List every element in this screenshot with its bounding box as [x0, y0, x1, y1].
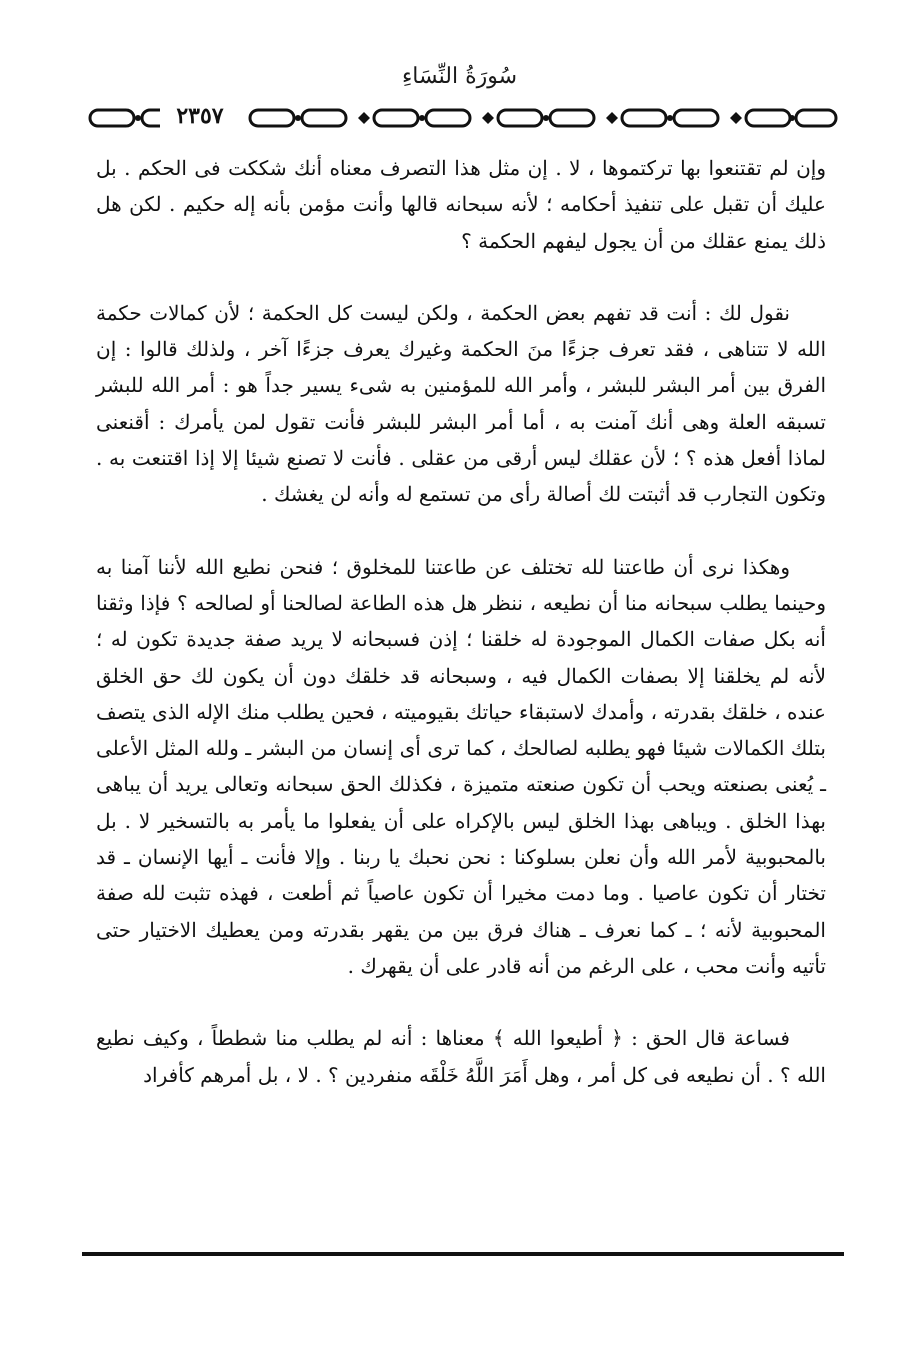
paragraph-4: فساعة قال الحق : ﴿ أطيعوا الله ﴾ معناها : أنه لم يطلب منا شططاً ، وكيف نطيع الله ؟ . أن نطيعه فى كل أمر ، وهل أَمَرَ اللَّهُ خَلْقَه منفردين ؟ . لا ، بل أمرهم كأفراد: [96, 1026, 826, 1087]
surah-title: سُورَةُ النِّسَاءِ: [401, 64, 518, 89]
paragraph-1: وإن لم تقتنعوا بها تركتموها ، لا . إن مثل هذا التصرف معناه أنك شككت فى الحكم . بل عليك أن تقبل على تنفيذ أحكامه ؛ لأنه سبحانه قالها وأنت مؤمن بأنه إله حكيم . لكن هل ذلك يمنع عقلك من أن يجول ليفهم الحكمة ؟: [96, 156, 826, 253]
paragraph-2: نقول لك : أنت قد تفهم بعض الحكمة ، ولكن ليست كل الحكمة ؛ لأن كمالات حكمة الله لا تتناهى ، فقد تعرف جزءًا منَ الحكمة وغيرك يعرف جزءًا آخر ، ولذلك قالوا : إن الفرق بين أمر البشر للبشر ، وأمر الله للمؤمنين به شىء يسير جداً هو : أمر الله للبشر تسبقه العلة وهى أنك آمنت به ، أما أمر البشر للبشر فأنت تقول لمن يأمرك : أقنعنى لماذا أفعل هذه ؟ ؛ لأن عقلك ليس أرقى من عقلى . فأنت لا تصنع شيئا إلا إذا اقتنعت به . وتكون التجارب قد أثبتت لك أصالة رأى من تستمع له وأنه لن يغشك .: [96, 300, 826, 507]
bottom-rule: [82, 1252, 844, 1256]
page-body: [96, 150, 826, 1093]
page-number: ٢٣٥٧: [160, 103, 240, 129]
paragraph-3: وهكذا نرى أن طاعتنا لله تختلف عن طاعتنا للمخلوق ؛ فنحن نطيع الله لأننا آمنا به وحينما يطلب سبحانه منا أن نطيعه ، ننظر هل هذه الطاعة لصالحنا أو لصالحه ؟ فإذا وثقنا أنه بكل صفات الكمال الموجودة له خلقنا ؛ إذن فسبحانه لا يريد صفة جديدة تكون له ؛ لأنه لم يخلقنا إلا بصفات الكمال فيه ، وسبحانه قد خلقك دون أن يكون لك حق الخلق عنده ، خلقك بقدرته ، وأمدك لاستبقاء حياتك بقيوميته ، فحين يطلب منك الإله الذى يتصف بتلك الكمالات شيئا فهو يطلبه لصالحك ، كما ترى أى إنسان من البشر ـ ولله المثل الأعلى ـ يُعنى بصنعته ويحب أن تكون صنعته متميزة ، فكذلك الحق سبحانه وتعالى يريد أن يباهى بهذا الخلق . ويباهى بهذا الخلق ليس بالإكراه على أن يفعلوا ما يأمر به بالتسخير لا . بل بالمحبوبية لأمر الله وأن نعلن بسلوكنا : نحن نحبك يا ربنا . وإلا فأنت ـ أيها الإنسان ـ قد تختار أن تكون عاصيا . وما دمت مخيرا أن تكون عاصياً ثم أطعت ، فهذه تثبت لله صفة المحبوبية لأنه ؛ ـ كما نعرف ـ هناك فرق بين من يقهر بقدرته ومن يعطيك الاختيار حتى تأتيه وأنت محب ، على الرغم من أنه قادر على أن يقهرك .: [96, 554, 826, 978]
